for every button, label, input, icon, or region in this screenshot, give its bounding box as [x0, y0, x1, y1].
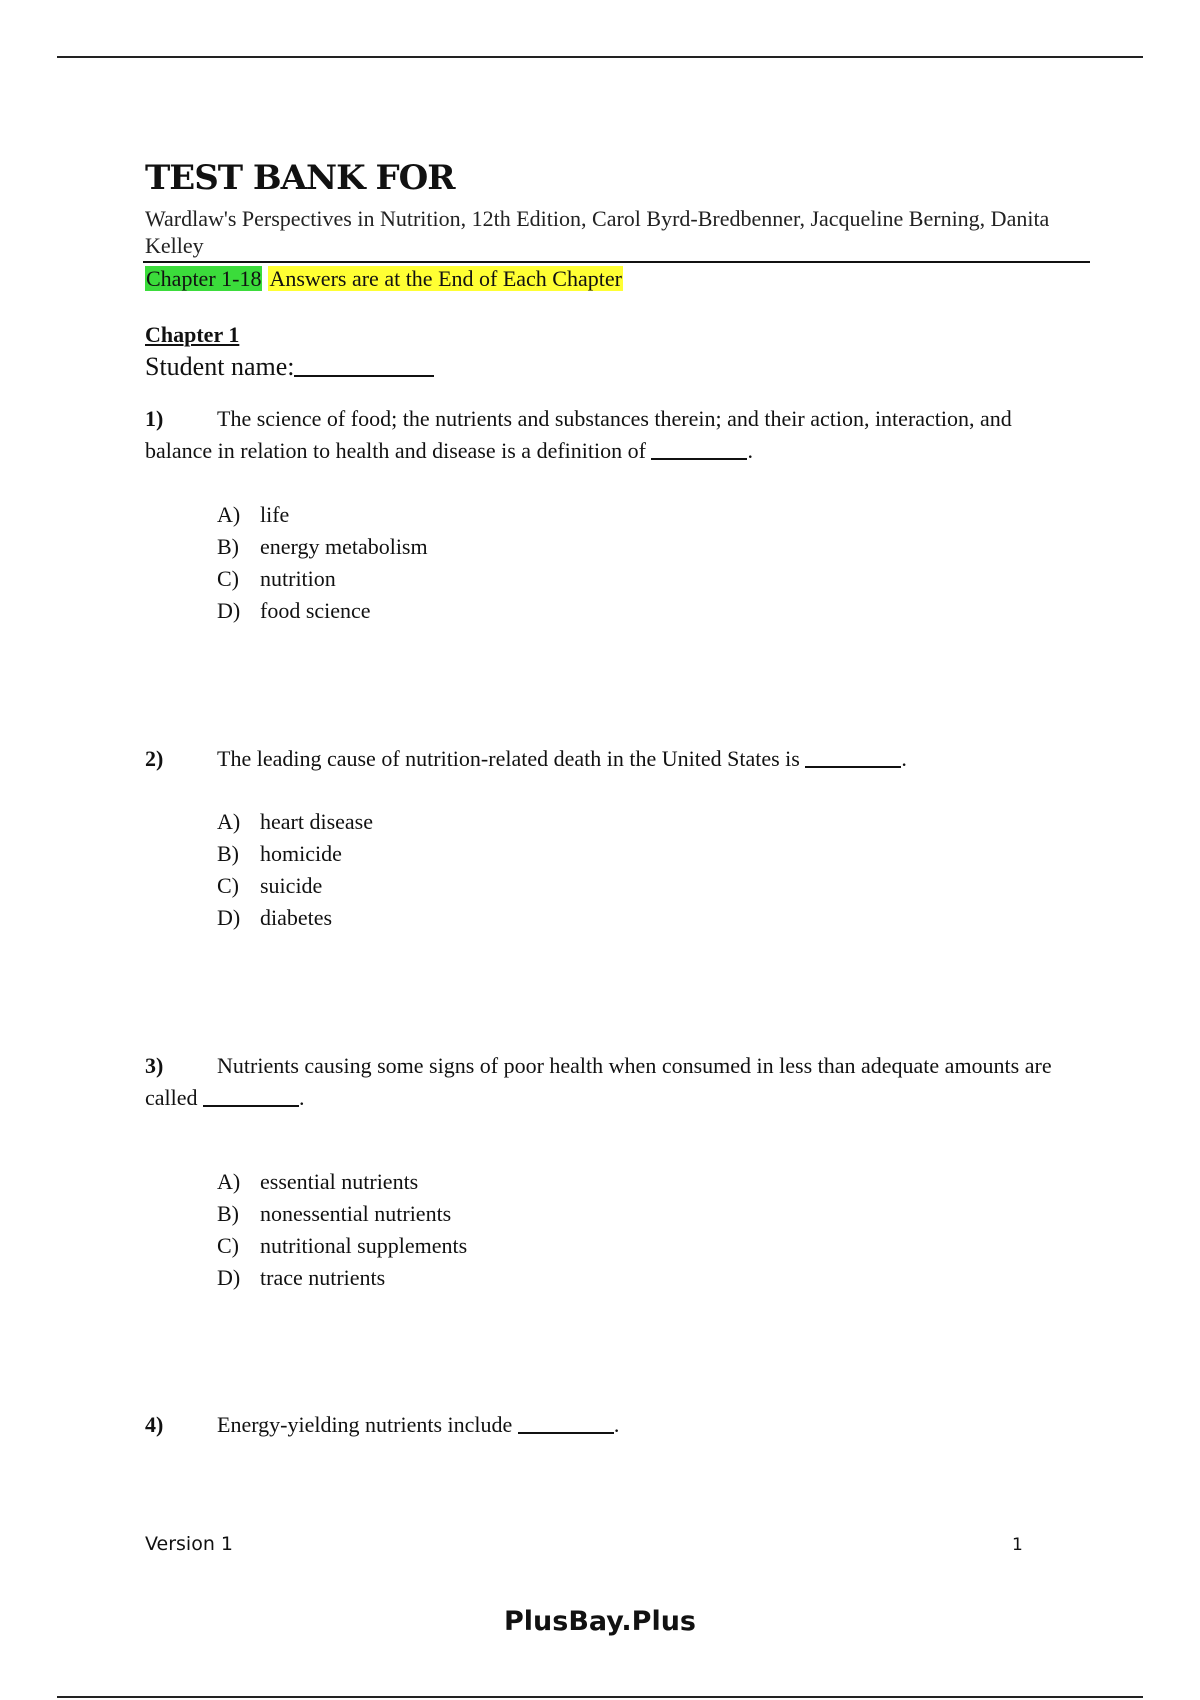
- option-letter: A): [217, 1169, 241, 1194]
- chapter-range-highlight: Chapter 1-18: [146, 266, 262, 291]
- option-item[interactable]: [217, 1198, 467, 1230]
- option-text: life: [260, 502, 290, 527]
- option-letter: B): [217, 1201, 239, 1226]
- answer-blank: [805, 748, 901, 768]
- option-letter: A): [217, 502, 241, 527]
- option-text: nonessential nutrients: [260, 1201, 452, 1226]
- option-text: essential nutrients: [260, 1169, 419, 1194]
- option-item[interactable]: [217, 563, 428, 595]
- option-item[interactable]: [217, 806, 373, 838]
- option-letter: C): [217, 873, 239, 898]
- option-item[interactable]: [217, 531, 428, 563]
- question-2: [145, 743, 1065, 775]
- option-text: energy metabolism: [260, 534, 428, 559]
- option-text: food science: [260, 598, 371, 623]
- page-title: TEST BANK FOR: [145, 158, 455, 198]
- top-rule: [57, 56, 1143, 58]
- option-letter: B): [217, 841, 239, 866]
- title-divider: [143, 261, 1090, 263]
- option-text: trace nutrients: [260, 1265, 386, 1290]
- answer-blank: [203, 1087, 299, 1107]
- question-number: 1): [145, 406, 164, 431]
- option-item[interactable]: [217, 595, 428, 627]
- option-item[interactable]: [217, 902, 373, 934]
- option-text: heart disease: [260, 809, 373, 834]
- question-text: The leading cause of nutrition-related death in the United States is: [217, 746, 800, 771]
- student-name-line: [145, 349, 434, 382]
- question-end: .: [613, 1412, 620, 1437]
- question-3-options: [217, 1166, 467, 1294]
- option-text: suicide: [260, 873, 323, 898]
- option-letter: C): [217, 566, 239, 591]
- bottom-rule: [57, 1696, 1143, 1698]
- student-name-label: Student name:: [145, 352, 295, 381]
- question-text: Nutrients causing some signs of poor health when consumed in less than adequate amounts are called: [145, 1053, 1052, 1110]
- question-3: [145, 1050, 1065, 1114]
- page-number: 1: [1012, 1535, 1023, 1555]
- option-item[interactable]: [217, 838, 373, 870]
- chapter-banner: [145, 265, 623, 293]
- option-text: nutritional supplements: [260, 1233, 468, 1258]
- option-letter: A): [217, 809, 241, 834]
- question-end: .: [747, 438, 753, 463]
- answer-blank: [651, 440, 747, 460]
- answers-note-highlight: Answers are at the End of Each Chapter: [269, 266, 622, 291]
- question-number: 2): [145, 746, 164, 771]
- option-item[interactable]: [217, 499, 428, 531]
- brand-watermark: PlusBay.Plus: [503, 1606, 697, 1637]
- option-item[interactable]: [217, 1262, 467, 1294]
- question-end: .: [299, 1085, 305, 1110]
- option-text: homicide: [260, 841, 342, 866]
- answer-blank: [518, 1414, 614, 1434]
- footer-version: Version 1: [145, 1533, 233, 1555]
- question-1-options: [217, 499, 428, 627]
- option-item[interactable]: [217, 870, 373, 902]
- question-2-options: [217, 806, 373, 934]
- student-name-blank[interactable]: [294, 349, 434, 377]
- option-item[interactable]: [217, 1166, 467, 1198]
- option-letter: C): [217, 1233, 239, 1258]
- question-4: [145, 1409, 1065, 1441]
- option-text: nutrition: [260, 566, 336, 591]
- option-letter: D): [217, 905, 241, 930]
- option-text: diabetes: [260, 905, 333, 930]
- question-end: .: [901, 746, 907, 771]
- question-number: 3): [145, 1053, 164, 1078]
- question-1: [145, 403, 1065, 467]
- question-number: 4): [145, 1412, 164, 1437]
- book-info: Wardlaw's Perspectives in Nutrition, 12th Edition, Carol Byrd-Bredbenner, Jacqueline Berning, Danita Kelley: [145, 206, 1050, 258]
- option-item[interactable]: [217, 1230, 467, 1262]
- question-text: Energy-yielding nutrients include: [217, 1412, 513, 1437]
- option-letter: D): [217, 598, 241, 623]
- option-letter: D): [217, 1265, 241, 1290]
- option-letter: B): [217, 534, 239, 559]
- chapter-heading: Chapter 1: [145, 322, 240, 347]
- question-text: The science of food; the nutrients and substances therein; and their action, interaction, and balance in relation to health and disease is a definition of: [145, 406, 1012, 463]
